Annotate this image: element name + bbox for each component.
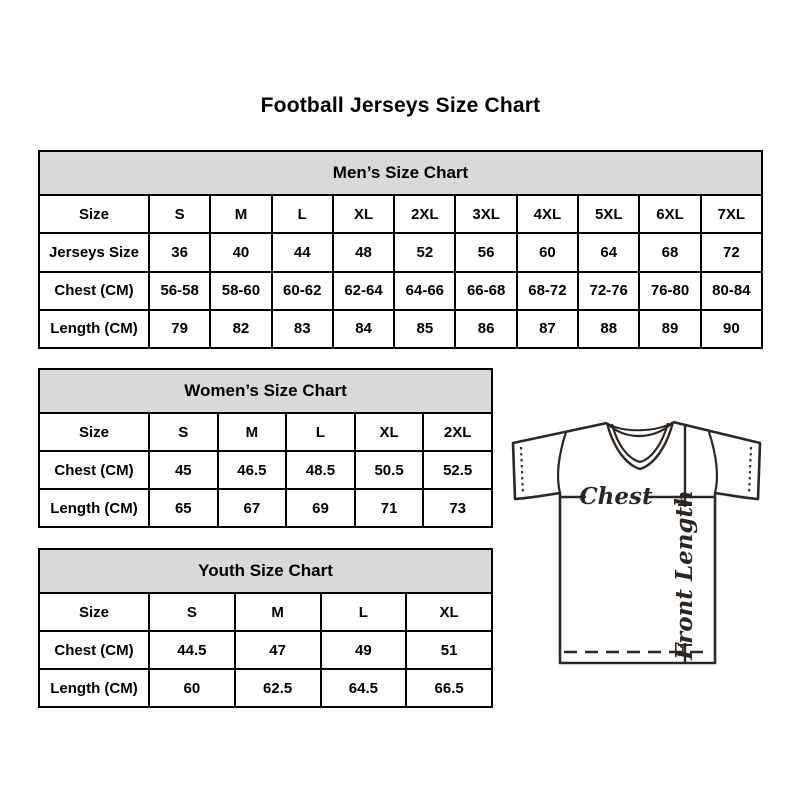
- table-row: [39, 310, 762, 348]
- table-title: Men’s Size Chart: [39, 151, 762, 195]
- cell-value: M: [210, 195, 271, 233]
- table-row: [39, 233, 762, 271]
- cell-value: 2XL: [423, 413, 492, 451]
- row-label: Chest (CM): [39, 631, 149, 669]
- row-label: Jerseys Size: [39, 233, 149, 271]
- cell-value: 89: [639, 310, 700, 348]
- cell-value: 6XL: [639, 195, 700, 233]
- men-table-grid: [38, 150, 763, 349]
- cell-value: 40: [210, 233, 271, 271]
- cell-value: 85: [394, 310, 455, 348]
- cell-value: XL: [333, 195, 394, 233]
- cell-value: 86: [455, 310, 516, 348]
- cell-value: 48.5: [286, 451, 355, 489]
- table-row: [39, 489, 492, 527]
- cell-value: 90: [701, 310, 762, 348]
- table-title: Women’s Size Chart: [39, 369, 492, 413]
- chest-label: Chest: [579, 483, 653, 510]
- row-label: Length (CM): [39, 489, 149, 527]
- row-label: Size: [39, 195, 149, 233]
- cell-value: 68-72: [517, 272, 578, 310]
- table-row: [39, 272, 762, 310]
- mens-size-table: [38, 150, 763, 349]
- cell-value: XL: [406, 593, 492, 631]
- cell-value: 72-76: [578, 272, 639, 310]
- cell-value: 60-62: [272, 272, 333, 310]
- cell-value: 52: [394, 233, 455, 271]
- women-table-grid: [38, 368, 493, 528]
- cell-value: 49: [321, 631, 407, 669]
- row-label: Length (CM): [39, 669, 149, 707]
- cell-value: 87: [517, 310, 578, 348]
- cell-value: 84: [333, 310, 394, 348]
- cell-value: M: [235, 593, 321, 631]
- cell-value: 56-58: [149, 272, 210, 310]
- collar-band-curve: [607, 422, 673, 436]
- cell-value: 64-66: [394, 272, 455, 310]
- youth-table-grid: [38, 548, 493, 708]
- youth-size-table: [38, 548, 493, 708]
- front-length-label: Front Length: [671, 490, 698, 660]
- cell-value: 65: [149, 489, 218, 527]
- cell-value: 64: [578, 233, 639, 271]
- cell-value: 60: [517, 233, 578, 271]
- cell-value: 88: [578, 310, 639, 348]
- cell-value: L: [272, 195, 333, 233]
- table-title: Youth Size Chart: [39, 549, 492, 593]
- cell-value: 76-80: [639, 272, 700, 310]
- cell-value: 79: [149, 310, 210, 348]
- cell-value: 44.5: [149, 631, 235, 669]
- cell-value: M: [218, 413, 287, 451]
- left-cuff-stitch-line: [521, 447, 523, 495]
- cell-value: 7XL: [701, 195, 762, 233]
- table-row: [39, 451, 492, 489]
- row-label: Length (CM): [39, 310, 149, 348]
- cell-value: 80-84: [701, 272, 762, 310]
- table-row: [39, 631, 492, 669]
- cell-value: 46.5: [218, 451, 287, 489]
- cell-value: 51: [406, 631, 492, 669]
- table-row: [39, 413, 492, 451]
- right-armhole-seam: [709, 432, 717, 493]
- cell-value: 60: [149, 669, 235, 707]
- cell-value: 72: [701, 233, 762, 271]
- cell-value: 64.5: [321, 669, 407, 707]
- womens-size-table: [38, 368, 493, 528]
- cell-value: S: [149, 413, 218, 451]
- cell-value: 58-60: [210, 272, 271, 310]
- cell-value: 48: [333, 233, 394, 271]
- cell-value: 69: [286, 489, 355, 527]
- cell-value: 83: [272, 310, 333, 348]
- jersey-measurement-diagram: [500, 403, 778, 675]
- row-label: Size: [39, 593, 149, 631]
- cell-value: 82: [210, 310, 271, 348]
- table-row: [39, 669, 492, 707]
- cell-value: 45: [149, 451, 218, 489]
- cell-value: 67: [218, 489, 287, 527]
- cell-value: 56: [455, 233, 516, 271]
- cell-value: 47: [235, 631, 321, 669]
- table-row: [39, 593, 492, 631]
- cell-value: 5XL: [578, 195, 639, 233]
- cell-value: 66.5: [406, 669, 492, 707]
- cell-value: L: [321, 593, 407, 631]
- row-label: Chest (CM): [39, 451, 149, 489]
- cell-value: 36: [149, 233, 210, 271]
- row-label: Size: [39, 413, 149, 451]
- cell-value: 2XL: [394, 195, 455, 233]
- cell-value: XL: [355, 413, 424, 451]
- cell-value: 66-68: [455, 272, 516, 310]
- cell-value: 4XL: [517, 195, 578, 233]
- cell-value: 52.5: [423, 451, 492, 489]
- cell-value: 73: [423, 489, 492, 527]
- cell-value: 3XL: [455, 195, 516, 233]
- page-title: Football Jerseys Size Chart: [260, 94, 541, 117]
- right-cuff-stitch-line: [749, 447, 751, 495]
- table-row: [39, 195, 762, 233]
- cell-value: S: [149, 195, 210, 233]
- row-label: Chest (CM): [39, 272, 149, 310]
- left-armhole-seam: [558, 432, 566, 493]
- cell-value: 62.5: [235, 669, 321, 707]
- cell-value: 68: [639, 233, 700, 271]
- cell-value: 62-64: [333, 272, 394, 310]
- cell-value: 50.5: [355, 451, 424, 489]
- jersey-outline: [513, 422, 760, 663]
- cell-value: L: [286, 413, 355, 451]
- cell-value: 44: [272, 233, 333, 271]
- cell-value: 71: [355, 489, 424, 527]
- cell-value: S: [149, 593, 235, 631]
